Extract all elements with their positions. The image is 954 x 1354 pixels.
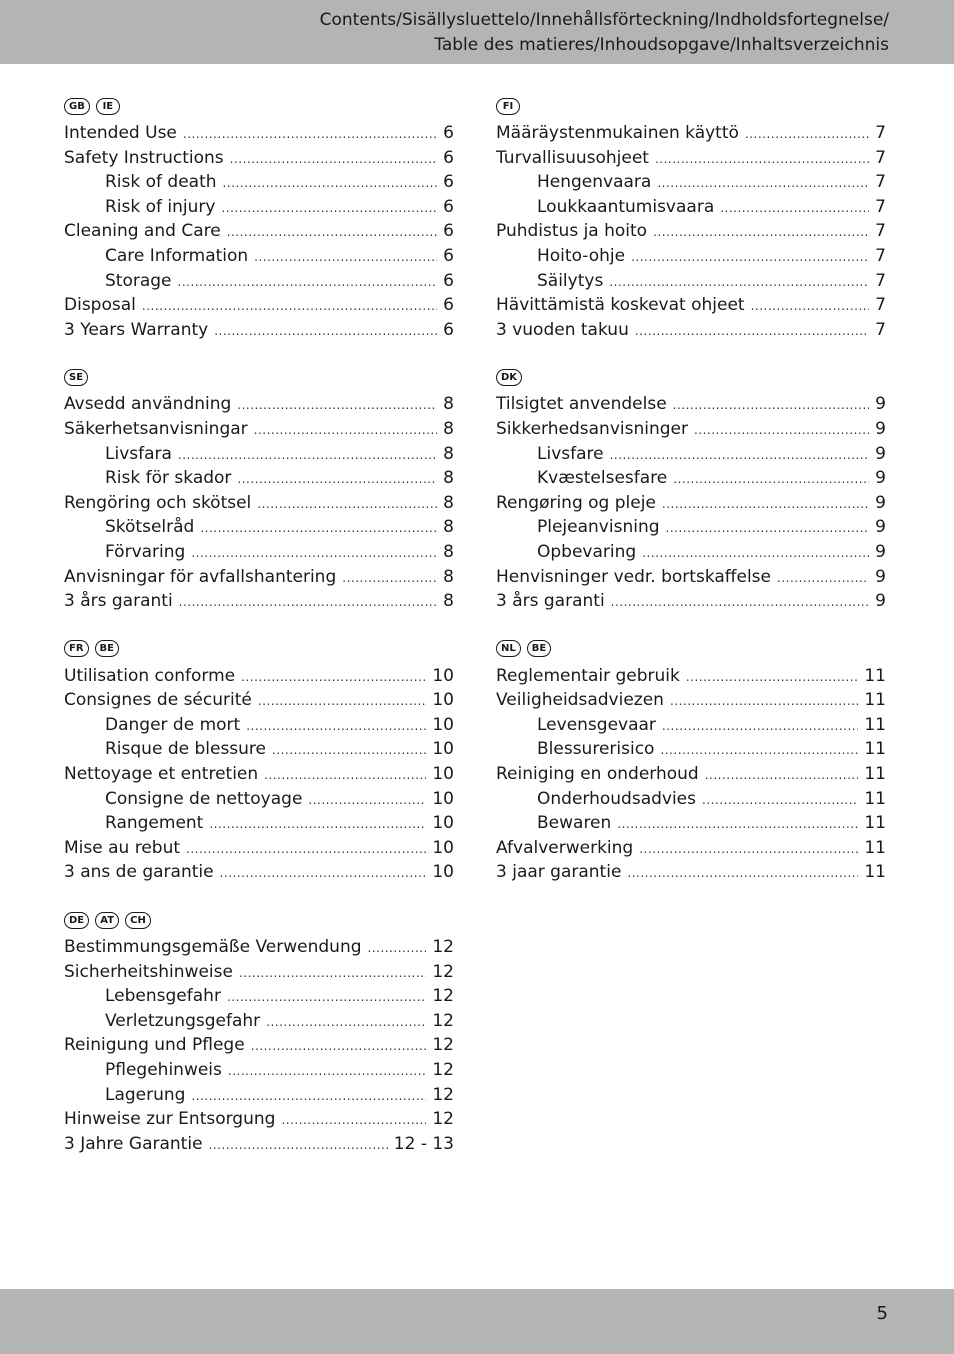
toc-entry-label: Förvaring [105,541,186,562]
dot-leader [227,220,437,245]
left-column [64,92,454,1177]
dot-leader [257,492,437,517]
dot-leader [142,294,437,319]
toc-entry-page: 7 [875,172,886,193]
toc-entry-label: Consigne de nettoyage [105,788,303,809]
toc-entry[interactable] [496,565,886,590]
toc-subentry[interactable] [64,1083,454,1108]
toc-section-dk [496,363,886,613]
toc-subentry[interactable] [64,442,454,467]
dot-leader [258,689,427,714]
toc-entry[interactable] [64,565,454,590]
dot-leader [777,566,869,591]
toc-subentry[interactable] [496,515,886,540]
dot-leader [655,147,869,172]
country-badges [496,635,886,663]
toc-entry[interactable] [496,318,886,343]
toc-subentry[interactable] [64,466,454,491]
toc-entry-page: 8 [443,517,454,538]
toc-entry[interactable] [64,1033,454,1058]
page-header [0,0,954,64]
toc-entry-page: 9 [875,566,886,587]
toc-entry-page: 9 [875,418,886,439]
toc-section-nl-be [496,635,886,885]
toc-entry-label: 3 Jahre Garantie [64,1133,203,1154]
page-footer [0,1289,954,1354]
toc-entry-label: Skötselråd [105,517,195,538]
toc-entry-page: 8 [443,418,454,439]
toc-entry-label: Risque de blessure [105,739,267,760]
dot-leader [230,147,438,172]
toc-entry-label: 3 Years Warranty [64,319,209,340]
dot-leader [209,1133,388,1158]
dot-leader [200,516,437,541]
toc-entry-page: 6 [443,245,454,266]
toc-entry-page: 12 [432,1109,454,1130]
country-badges [496,92,886,120]
dot-leader [272,738,426,763]
toc-entry-page: 10 [432,739,454,760]
dot-leader [237,467,437,492]
dot-leader [191,1084,426,1109]
toc-entry-page: 12 [432,937,454,958]
toc-entry-label: Tilsigtet anvendelse [496,394,667,415]
toc-entry-label: Hävittämistä koskevat ohjeet [496,295,745,316]
toc-entry-label: Danger de mort [105,714,241,735]
country-badge-nl: NL [496,640,521,657]
toc-entry-page: 10 [432,862,454,883]
dot-leader [227,985,426,1010]
dot-leader [666,516,870,541]
toc-subentry[interactable] [496,170,886,195]
dot-leader [670,689,858,714]
toc-entry-page: 8 [443,492,454,513]
toc-entry-page: 9 [875,468,886,489]
toc-entry[interactable] [496,491,886,516]
toc-subentry[interactable] [64,515,454,540]
toc-entry-page: 12 - 13 [393,1133,454,1154]
toc-entry[interactable] [64,318,454,343]
toc-entry-label: Livsfara [105,443,172,464]
toc-entry[interactable] [496,860,886,885]
toc-entry[interactable] [64,121,454,146]
toc-entry-label: Care Information [105,245,249,266]
dot-leader [281,1108,426,1133]
toc-entry-page: 10 [432,788,454,809]
toc-entry-page: 7 [875,196,886,217]
toc-entry-page: 11 [864,813,886,834]
toc-entry-page: 10 [432,764,454,785]
toc-subentry[interactable] [64,1009,454,1034]
dot-leader [642,541,869,566]
toc-subentry[interactable] [496,466,886,491]
toc-entry-label: Anvisningar för avfallshantering [64,566,337,587]
toc-entry-label: Risk of injury [105,196,216,217]
toc-entry[interactable] [496,836,886,861]
toc-subentry[interactable] [496,713,886,738]
toc-entry-page: 8 [443,541,454,562]
toc-entry-page: 12 [432,986,454,1007]
dot-leader [228,1059,426,1084]
dot-leader [266,1010,426,1035]
toc-entry-page: 9 [875,541,886,562]
dot-leader [186,837,426,862]
toc-entry-page: 8 [443,566,454,587]
toc-entry[interactable] [64,960,454,985]
toc-entry[interactable] [64,293,454,318]
toc-entry-label: 3 vuoden takuu [496,319,629,340]
toc-entry-page: 7 [875,295,886,316]
toc-entry[interactable] [496,121,886,146]
toc-entry-label: Säkerhetsanvisningar [64,418,248,439]
dot-leader [223,171,438,196]
toc-section-fr-be [64,635,454,885]
country-badges [64,363,454,391]
title-line-2: Table des matieres/Inhoudsopgave/Inhaltsverzeichnis [434,35,889,55]
toc-section-gb-ie [64,92,454,342]
dot-leader [686,665,859,690]
toc-entry-label: Rengøring og pleje [496,492,656,513]
toc-entry-label: 3 ans de garantie [64,862,214,883]
toc-entry-label: Säilytys [537,270,604,291]
toc-entry[interactable] [64,935,454,960]
country-badge-ch: CH [125,912,151,929]
toc-entry-page: 6 [443,295,454,316]
toc-entry-page: 8 [443,443,454,464]
toc-entry[interactable] [64,860,454,885]
toc-entry[interactable] [64,836,454,861]
toc-entry[interactable] [64,1107,454,1132]
toc-entry-label: Afvalverwerking [496,837,634,858]
toc-subentry[interactable] [64,269,454,294]
toc-entry-page: 9 [875,443,886,464]
dot-leader [635,319,869,344]
country-badge-se: SE [64,369,88,386]
toc-entry-label: Mise au rebut [64,837,181,858]
dot-leader [239,961,426,986]
toc-entry-label: Avsedd användning [64,394,232,415]
toc-entry[interactable] [64,417,454,442]
toc-subentry[interactable] [64,244,454,269]
toc-entry-label: Livsfare [537,443,604,464]
toc-entry[interactable] [64,664,454,689]
toc-entry-label: Bestimmungsgemäße Verwendung [64,937,362,958]
dot-leader [246,714,426,739]
toc-entry-label: Reinigung und Pflege [64,1035,245,1056]
toc-entry-page: 8 [443,591,454,612]
country-badges [64,635,454,663]
toc-entry[interactable] [64,762,454,787]
toc-subentry[interactable] [64,787,454,812]
dot-leader [653,220,869,245]
dot-leader [745,122,869,147]
country-badge-ie: IE [96,98,120,115]
toc-entry-label: Sicherheitshinweise [64,961,233,982]
toc-entry[interactable] [496,219,886,244]
dot-leader [254,245,437,270]
toc-entry-page: 11 [864,739,886,760]
toc-entry-label: Storage [105,270,172,291]
toc-entry-page: 12 [432,1035,454,1056]
toc-entry[interactable] [496,664,886,689]
toc-entry-label: Safety Instructions [64,147,224,168]
toc-entry-label: Blessurerisico [537,739,655,760]
toc-entry-page: 6 [443,221,454,242]
country-badge-dk: DK [496,369,522,386]
dot-leader [673,393,870,418]
dot-leader [237,393,437,418]
page-number: 5 [876,1303,888,1324]
toc-entry-label: Consignes de sécurité [64,690,252,711]
toc-section-de-at-ch [64,906,454,1156]
toc-entry-label: Henvisninger vedr. bortskaffelse [496,566,771,587]
dot-leader [639,837,858,862]
dot-leader [694,418,869,443]
toc-entry-label: 3 års garanti [496,591,605,612]
country-badges [64,92,454,120]
toc-entry-label: Cleaning and Care [64,221,221,242]
contents-title [320,8,889,58]
toc-entry-page: 11 [864,837,886,858]
toc-subentry[interactable] [64,984,454,1009]
toc-subentry[interactable] [64,811,454,836]
toc-entry[interactable] [496,392,886,417]
dot-leader [610,443,870,468]
toc-subentry[interactable] [496,269,886,294]
toc-entry[interactable] [64,491,454,516]
dot-leader [178,443,437,468]
toc-entry-page: 11 [864,764,886,785]
toc-subentry[interactable] [64,1058,454,1083]
toc-entry-label: Nettoyage et entretien [64,764,259,785]
dot-leader [368,936,427,961]
toc-entry[interactable] [64,1132,454,1157]
toc-entry-page: 6 [443,172,454,193]
title-line-1: Contents/Sisällysluettelo/Innehållsförteckning/Indholdsfortegnelse/ [319,10,889,30]
toc-section-se [64,363,454,613]
toc-entry-page: 6 [443,123,454,143]
toc-entry-label: Määräystenmukainen käyttö [496,123,739,143]
toc-entry-page: 9 [875,492,886,513]
toc-entry[interactable] [496,293,886,318]
country-badges [496,363,886,391]
toc-entry-page: 12 [432,1060,454,1080]
toc-entry-label: Disposal [64,295,136,316]
dot-leader [241,665,426,690]
toc-entry-label: Reglementair gebruik [496,665,680,686]
toc-subentry[interactable] [496,195,886,220]
toc-entry-page: 8 [443,394,454,415]
dot-leader [220,861,427,886]
dot-leader [751,294,870,319]
toc-subentry[interactable] [64,170,454,195]
dot-leader [720,196,869,221]
toc-entry-page: 6 [443,196,454,217]
toc-entry-label: Levensgevaar [537,714,656,735]
dot-leader [702,788,858,813]
dot-leader [611,590,870,615]
toc-entry-label: Lagerung [105,1084,186,1105]
toc-entry-label: Intended Use [64,123,177,143]
country-badge-be: BE [527,640,551,657]
toc-entry-label: Risk för skador [105,468,232,489]
toc-entry-page: 11 [864,788,886,809]
dot-leader [609,270,869,295]
dot-leader [178,270,438,295]
toc-entry-page: 7 [875,123,886,143]
toc-entry-label: Puhdistus ja hoito [496,221,648,242]
toc-entry-label: Plejeanvisning [537,517,660,538]
toc-entry-label: Hinweise zur Entsorgung [64,1109,276,1130]
toc-entry-label: Loukkaantumisvaara [537,196,715,217]
dot-leader [183,122,437,147]
toc-entry-label: 3 jaar garantie [496,862,622,883]
dot-leader [209,812,426,837]
toc-subentry[interactable] [496,540,886,565]
dot-leader [705,763,859,788]
toc-entry-label: Pflegehinweis [105,1060,222,1080]
dot-leader [657,171,869,196]
toc-entry-label: Opbevaring [537,541,637,562]
toc-entry-page: 8 [443,468,454,489]
toc-entry-page: 10 [432,714,454,735]
toc-entry-page: 7 [875,147,886,168]
toc-subentry[interactable] [64,540,454,565]
dot-leader [662,492,869,517]
country-badge-be: BE [95,640,119,657]
toc-subentry[interactable] [64,713,454,738]
dot-leader [179,590,438,615]
toc-entry-label: Onderhoudsadvies [537,788,697,809]
toc-subentry[interactable] [496,244,886,269]
toc-entry[interactable] [64,688,454,713]
toc-entry[interactable] [496,417,886,442]
toc-entry-page: 7 [875,221,886,242]
toc-entry-page: 9 [875,591,886,612]
toc-entry[interactable] [64,589,454,614]
country-badge-gb: GB [64,98,90,115]
toc-subentry[interactable] [496,442,886,467]
toc-entry-label: Sikkerhedsanvisninger [496,418,688,439]
country-badges [64,906,454,934]
toc-entry-page: 12 [432,1010,454,1031]
dot-leader [662,714,858,739]
toc-subentry[interactable] [496,737,886,762]
toc-entry[interactable] [496,688,886,713]
dot-leader [673,467,869,492]
dot-leader [251,1034,427,1059]
dot-leader [254,418,438,443]
toc-subentry[interactable] [496,787,886,812]
toc-entry-page: 12 [432,961,454,982]
toc-entry-page: 11 [864,690,886,711]
dot-leader [221,196,437,221]
dot-leader [214,319,437,344]
toc-entry-page: 7 [875,245,886,266]
toc-entry-page: 12 [432,1084,454,1105]
right-column [496,92,886,906]
dot-leader [627,861,858,886]
toc-entry-label: Reiniging en onderhoud [496,764,699,785]
toc-entry-label: Turvallisuusohjeet [496,147,649,168]
dot-leader [660,738,858,763]
toc-entry-page: 6 [443,270,454,291]
toc-entry-page: 9 [875,517,886,538]
toc-entry-label: Verletzungsgefahr [105,1010,261,1031]
toc-entry-page: 6 [443,319,454,340]
toc-entry-page: 10 [432,690,454,711]
toc-entry-label: 3 års garanti [64,591,173,612]
toc-entry-page: 10 [432,837,454,858]
toc-subentry[interactable] [64,195,454,220]
dot-leader [342,566,437,591]
toc-entry[interactable] [496,589,886,614]
toc-entry[interactable] [64,219,454,244]
toc-entry-page: 10 [432,665,454,686]
toc-entry-page: 11 [864,665,886,686]
toc-entry-label: Kvæstelsesfare [537,468,668,489]
toc-subentry[interactable] [496,811,886,836]
toc-entry-label: Lebensgefahr [105,986,221,1007]
toc-entry-page: 10 [432,813,454,834]
country-badge-fi: FI [496,98,520,115]
toc-entry[interactable] [496,762,886,787]
toc-entry[interactable] [64,392,454,417]
toc-entry-page: 11 [864,862,886,883]
dot-leader [264,763,426,788]
country-badge-fr: FR [64,640,89,657]
toc-entry-label: Rengöring och skötsel [64,492,252,513]
dot-leader [631,245,869,270]
toc-entry-label: Risk of death [105,172,217,193]
toc-entry-label: Hoito-ohje [537,245,626,266]
toc-entry-label: Bewaren [537,813,612,834]
toc-entry-label: Veiligheidsadviezen [496,690,664,711]
toc-subentry[interactable] [64,737,454,762]
toc-entry-label: Hengenvaara [537,172,652,193]
dot-leader [617,812,858,837]
toc-entry[interactable] [64,146,454,171]
country-badge-de: DE [64,912,89,929]
toc-entry-page: 7 [875,270,886,291]
dot-leader [308,788,426,813]
toc-entry-page: 7 [875,319,886,340]
country-badge-at: AT [95,912,119,929]
toc-entry-page: 9 [875,394,886,415]
toc-entry-page: 6 [443,147,454,168]
toc-entry[interactable] [496,146,886,171]
toc-entry-page: 11 [864,714,886,735]
dot-leader [191,541,437,566]
toc-entry-label: Rangement [105,813,204,834]
toc-entry-label: Utilisation conforme [64,665,236,686]
toc-section-fi [496,92,886,342]
